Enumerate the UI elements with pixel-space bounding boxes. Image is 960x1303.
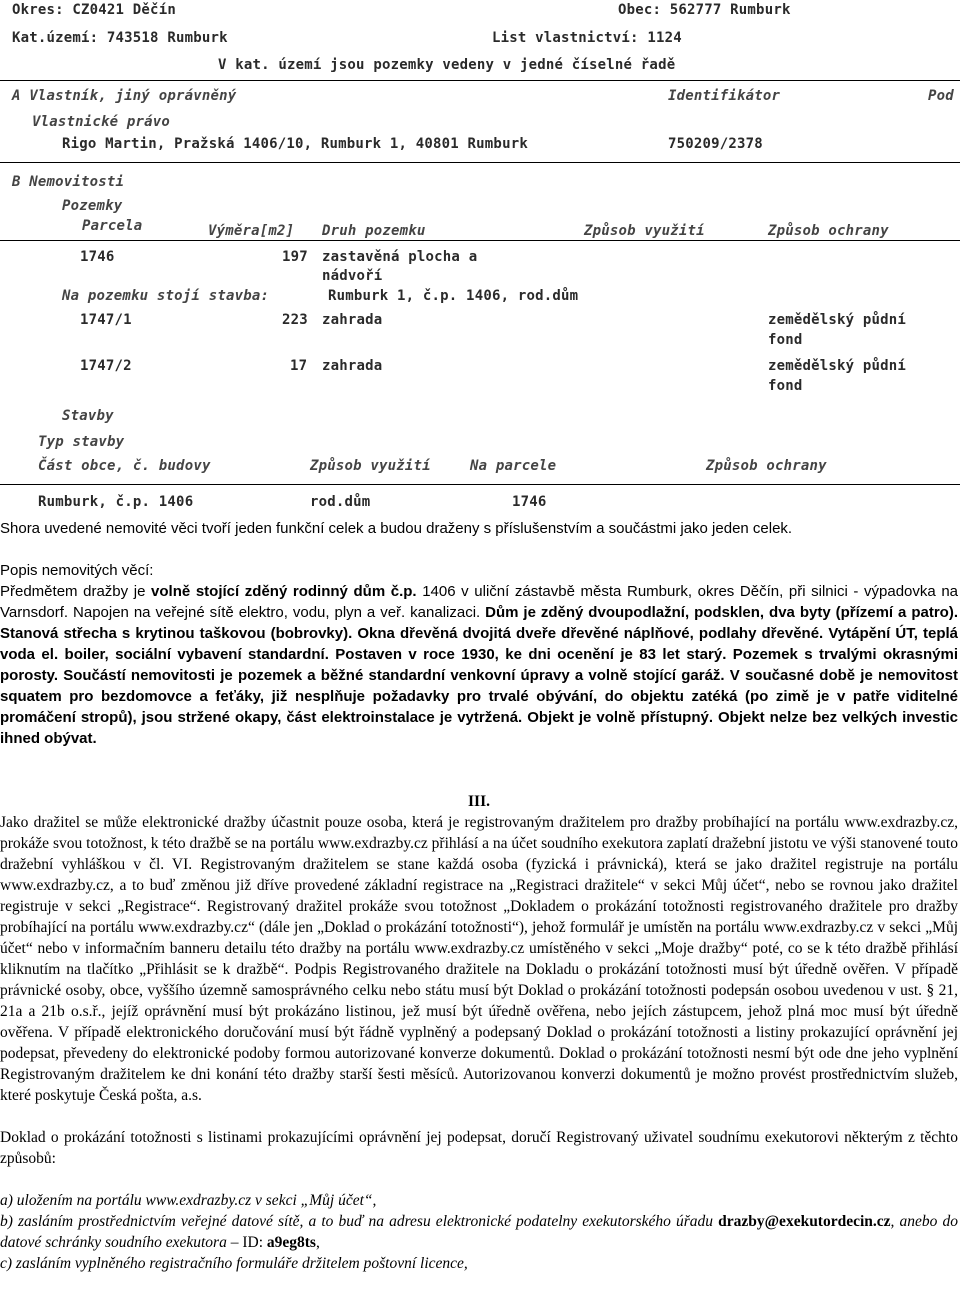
- section-a-heading: A Vlastník, jiný oprávněný: [12, 88, 237, 104]
- divider: [0, 240, 960, 241]
- parcel-type-continued: nádvoří: [322, 268, 383, 284]
- description-text: 1406 v uliční zástavbě města Rumburk, okres Děčín, při silnici - výpadovka na Varnsdorf. Napojen na veřejné sítě elektro, vodu, plyn a veř. kanalizaci.: [0, 583, 959, 621]
- building-parcel: 1746: [512, 494, 547, 510]
- typ-stavby-heading: Typ stavby: [38, 434, 125, 450]
- parcel-type: zastavěná plocha a: [322, 249, 478, 265]
- parcel-area: 197: [282, 249, 308, 265]
- druh-column-header: Druh pozemku: [322, 223, 426, 239]
- description-text: Předmětem dražby je: [0, 583, 152, 600]
- parcel-protection-continued: fond: [768, 332, 803, 348]
- divider: [0, 80, 960, 81]
- description-bold-text: Dům je zděný dvoupodlažní, podsklen, dva byty (přízemí a patro). Stanová střecha s krytinou taškovou (bobrovky). Okna dřevěná dvojitá dveře dřevěné náplňové, podlahy dřevěné. Vytápění ÚT, teplá voda el. boiler, sociální vybavení standardní. Postaven v roce 1930, ke dni ocenění je 83 let starý. Pozemek s trvalými okrasnými porosty. Součástí nemovitosti je pozemek a běžné standardní venkovní úpravy a volně stojící garáž. V současné době je nemovitost squatem pro bezdomovce a feťáky, již nesplňuje požadavky pro trvalé obývání, do objektu zatéká (po zimě je v patře viditelné promáčení stropů), jsou stržené okapy, část elektroinstalace je vytržená. Objekt je volně přístupný. Objekt nelze bez velkých investic ihned obývat.: [0, 604, 958, 747]
- numbering-note: V kat. území jsou pozemky vedeny v jedné číselné řadě: [218, 57, 676, 73]
- okres-label: Okres: CZ0421 Děčín: [12, 2, 176, 18]
- stavby-heading: Stavby: [62, 408, 114, 424]
- parcela-column-header: Parcela: [82, 218, 143, 234]
- building-use: rod.dům: [310, 494, 371, 510]
- option-text: ,: [315, 1234, 320, 1251]
- section-heading: III.: [468, 793, 490, 810]
- intro-paragraph: Shora uvedené nemovité věci tvoří jeden funkční celek a budou draženy s příslušenstvím a součástmi jako jeden celek.: [0, 520, 793, 537]
- identifikator-heading: Identifikátor: [668, 88, 781, 104]
- divider: [0, 162, 960, 163]
- cast-obce-column-header: Část obce, č. budovy: [38, 458, 211, 474]
- na-pozemku-label: Na pozemku stojí stavba:: [62, 288, 270, 304]
- auction-notice-text: [0, 518, 958, 1274]
- property-description: [0, 581, 958, 749]
- email-address: drazby@exekutordecin.cz: [718, 1213, 891, 1230]
- pozemky-heading: Pozemky: [62, 198, 123, 214]
- land-registry-extract: [0, 0, 960, 512]
- option-text: b) zasláním prostřednictvím veřejné datové sítě, a to buď na adresu elektronické podatelny exekutorského úřadu: [0, 1213, 719, 1230]
- ochrana-column-header: Způsob ochrany: [768, 223, 889, 239]
- delivery-paragraph: Doklad o prokázání totožnosti s listinami prokazujícími oprávnění jej podepsat, doručí Registrovaný uživatel soudnímu exekutorovi některým z těchto způsobů:: [0, 1129, 958, 1167]
- na-pozemku-value: Rumburk 1, č.p. 1406, rod.dům: [328, 288, 579, 304]
- vlastnicke-pravo-heading: Vlastnické právo: [32, 114, 171, 130]
- parcel-type: zahrada: [322, 358, 383, 374]
- data-box-id-label: ID:: [242, 1234, 267, 1251]
- stavba-ochrana-column-header: Způsob ochrany: [706, 458, 827, 474]
- divider: [0, 484, 960, 485]
- na-parcele-column-header: Na parcele: [470, 458, 557, 474]
- stavba-vyuziti-column-header: Způsob využití: [310, 458, 431, 474]
- parcel-protection-continued: fond: [768, 378, 803, 394]
- parcel-protection: zemědělský půdní: [768, 312, 907, 328]
- registration-paragraph: Jako dražitel se může elektronické dražby účastnit pouze osoba, která je registrovaným dražitelem pro dražby probíhající na portálu www.exdrazby.cz, prokáže svou totožnost, k této dražbě se na portálu www.exdrazby.cz přihlásí a na účet soudního exekutora zaplatí dražební jistotu ve výši stanovené touto dražební vyhláškou v čl. VI. Registrovaným dražitelem se stane každá osoba (fyzická i právnická), která se jako dražitel registruje na portálu www.exdrazby.cz, a to buď změnou již dříve provedené základní registrace na „Registraci dražitele“ v sekci Můj účet“, nebo se rovnou jako dražitel registruje v sekci „Registrace“. Registrovaný dražitel prokáže svou totožnost „Dokladem o prokázání totožnosti registrovaného dražitele pro dražby probíhající na portálu www.exdrazby.cz“ (dále jen „Doklad o prokázání totožnosti“), jehož formulář je umístěn na portálu www.exdrazby.cz v sekci „Můj účet“ nebo v informačním banneru detailu této dražby na portálu www.exdrazby.cz umístěného v sekci „Moje dražby“ poté, co se k této dražbě přihlásí kliknutím na tlačítko „Přihlásit se k dražbě“. Podpis Registrovaného dražitele na Dokladu o prokázání totožnosti musí být úředně ověřen. V případě právnické osoby, obce, vyššího územně samosprávného celku nebo státu musí být Doklad o prokázání totožnosti podepsán osobou uvedenou v ust. § 21, 21a a 21b o.s.ř., jejíž oprávnění musí být prokázáno listinou, jež musí být úředně ověřena, nebo jejích zástupcem, jehož plná moc musí být úředně ověřena. V případě elektronického doručování musí být řádně vyplněný a podepsaný Doklad o prokázání totožnosti a listiny prokazující oprávnění jej podepsat, převedeny do elektronické podoby formou autorizované konverze dokumentů. Doklad o prokázání totožnosti nesmí být ode dne jeho vyplnění Registrovaným dražitelem ke dni konání této dražby starší šesti měsíců. Autorizovanou konverzi dokumentů je možno provést prostřednictvím služeb, které poskytuje Česká pošta, a.s.: [0, 814, 958, 1104]
- section-b-heading: B Nemovitosti: [12, 174, 125, 190]
- popis-heading: Popis nemovitých věcí:: [0, 562, 154, 579]
- delivery-option-a: a) uložením na portálu www.exdrazby.cz v sekci „Můj účet“,: [0, 1192, 377, 1209]
- parcel-number: 1746: [80, 249, 115, 265]
- podil-heading: Pod: [928, 88, 954, 104]
- parcel-number: 1747/2: [80, 358, 132, 374]
- vyuziti-column-header: Způsob využití: [584, 223, 705, 239]
- owner-name: Rigo Martin, Pražská 1406/10, Rumburk 1, 40801 Rumburk: [62, 136, 528, 152]
- parcel-type: zahrada: [322, 312, 383, 328]
- data-box-id: a9eg8ts: [266, 1234, 316, 1251]
- parcel-area: 17: [290, 358, 308, 374]
- parcel-number: 1747/1: [80, 312, 132, 328]
- description-bold-text: volně stojící zděný rodinný dům č.p.: [151, 583, 417, 600]
- kat-uzemi-label: Kat.území: 743518 Rumburk: [12, 30, 228, 46]
- delivery-option-b: [0, 1211, 958, 1253]
- list-vlastnictvi-label: List vlastnictví: 1124: [492, 30, 682, 46]
- parcel-protection: zemědělský půdní: [768, 358, 907, 374]
- obec-label: Obec: 562777 Rumburk: [618, 2, 791, 18]
- vymera-column-header: Výměra[m2]: [208, 223, 295, 239]
- parcel-area: 223: [282, 312, 308, 328]
- owner-id: 750209/2378: [668, 136, 763, 152]
- building-location: Rumburk, č.p. 1406: [38, 494, 194, 510]
- delivery-option-c: c) zasláním vyplněného registračního formuláře držitelem poštovní licence,: [0, 1255, 468, 1272]
- option-text: , anebo do datové schránky soudního exekutora –: [0, 1213, 958, 1251]
